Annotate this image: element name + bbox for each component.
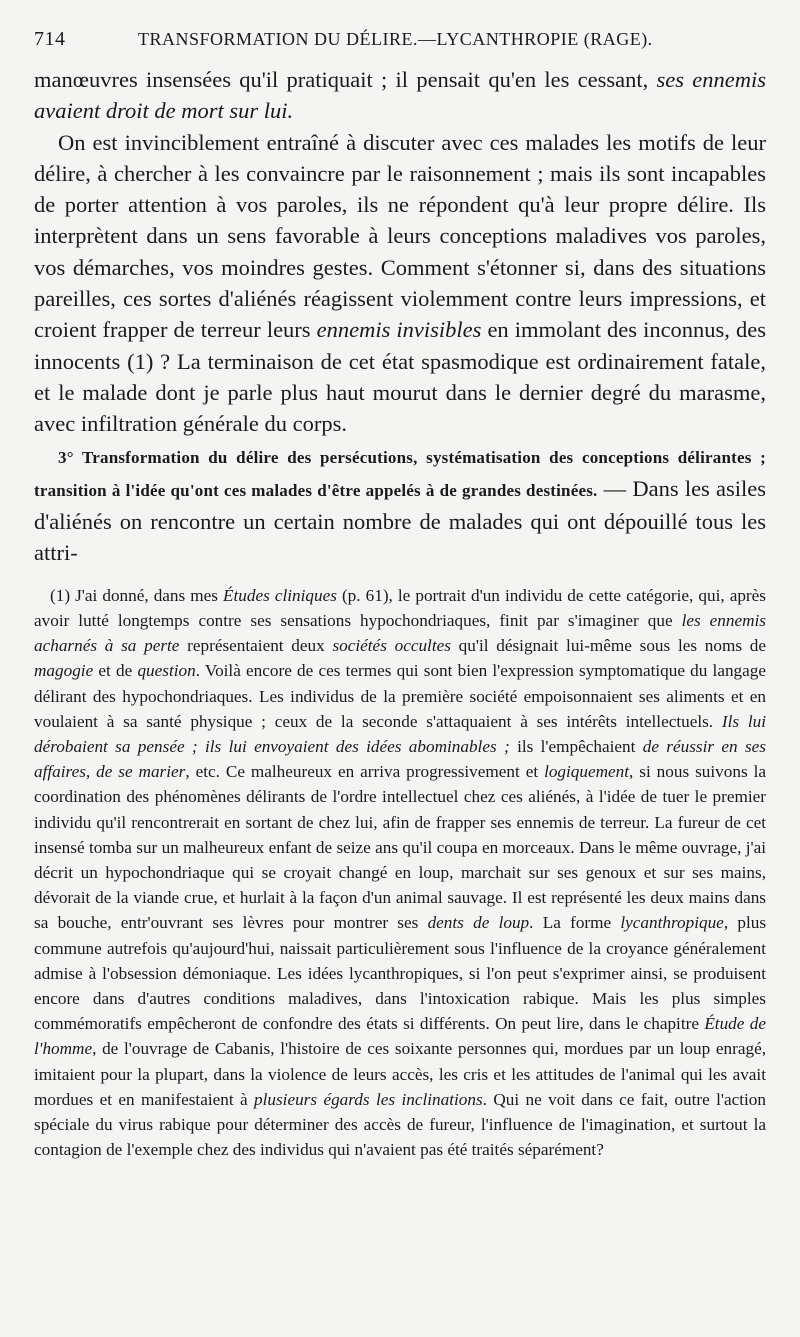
footnote-italic: de réussir en ses affaires, de se marier <box>34 736 766 782</box>
footnote-text: . La forme <box>529 913 621 933</box>
running-title: TRANSFORMATION DU DÉLIRE.—LYCANTHROPIE (RAGE). <box>138 29 653 49</box>
footnote-italic: question <box>137 661 196 681</box>
footnote-text: ils l'empêchaient <box>509 736 643 756</box>
footnote-italic: les ennemis acharnés à sa perte <box>34 610 766 656</box>
footnote-italic: Ils lui dérobaient sa pensée ; ils lui envoyaient des idées abominables ; <box>34 711 766 756</box>
footnote-text: , plus commune autrefois qu'aujourd'hui, naissait particulièrement sous l'influence de la croyance généralement admise à l'obsession démoniaque. Les idées lycanthropiques, si l'on peut s'exprimer ainsi, se produisent encore dans d'autres conditions maladives, dans l'intoxication rabique. Mais les plus simples commémoratifs empêcheront de confondre des états si différents. On peut lire, dans le chapitre <box>34 913 767 1034</box>
footnote-italic: lycanthropique <box>620 913 724 933</box>
text-run: en immolant des inconnus, des innocents (1) ? La terminaison de cet état spasmodique est ordinairement fatale, et le malade dont je parle plus haut mourut dans le dernier degré du marasme, avec infiltration générale du corps. <box>34 317 766 437</box>
footnote <box>34 583 766 1163</box>
footnote-italic: magogie <box>34 661 94 681</box>
text-run: On est invinciblement entraîné à discuter avec ces malades les motifs de leur délire, à chercher à les convaincre par le raisonnement ; mais ils sont incapables de porter attention à vos paroles, ils ne répondent qu'à leur propre délire. Ils interprètent dans un sens favorable à leurs conceptions maladives vos paroles, vos démarches, vos moindres gestes. Comment s'étonner si, dans des situations pareilles, ces sortes d'aliénés réagissent violemment contre leurs impressions, et croient frapper de terreur leurs <box>34 129 766 343</box>
footnote-italic: Étude de l'homme <box>34 1014 766 1059</box>
footnote-italic: Études cliniques <box>223 585 337 605</box>
italic-run: ses ennemis avaient droit de mort sur lui. <box>34 67 766 124</box>
footnote-text: , etc. Ce malheureux en arriva progressivement et <box>185 762 545 782</box>
footnote-italic: plusieurs égards les inclinations <box>254 1089 483 1109</box>
footnote-text: représentaient deux <box>179 636 333 656</box>
footnote-text: , de l'ouvrage de Cabanis, l'histoire de ces soixante personnes qui, mordues par un loup enragé, imitaient pour la plupart, dans la violence de leurs accès, les cris et les attitudes de l'animal qui les avait mordues et en manifestaient à <box>34 1039 766 1109</box>
italic-run: ennemis invisibles <box>316 317 482 343</box>
running-header <box>34 28 766 64</box>
footnote-text: (p. 61), le portrait d'un individu de cette catégorie, qui, après avoir lutté longtemps contre ses sensations hypochondriaques, finit par s'imaginer que <box>34 585 766 630</box>
footnote-text: . Qui ne voit dans ce fait, outre l'action spéciale du virus rabique pour déterminer des accès de fureur, l'influence de l'imagination, et surtout la contagion de l'exemple chez des individus qui n'avaient pas été traités séparément? <box>34 1089 766 1160</box>
footnote-italic: dents de loup <box>427 913 530 933</box>
paragraph-discussion <box>34 127 766 440</box>
text-run: manœuvres insensées qu'il pratiquait ; il pensait qu'en les cessant, <box>34 67 657 92</box>
footnote-text: et de <box>93 661 138 681</box>
paragraph-continuation <box>34 64 766 127</box>
paragraph-section-3 <box>34 440 766 569</box>
footnote-italic: logiquement <box>544 762 630 782</box>
footnote-text: . Voilà encore de ces termes qui sont bien l'expression symptomatique du langage délirant des hypochondriaques. Les individus de la première société empoisonnaient ses aliments et en voulaient à sa santé physique ; ceux de la seconde s'attaquaient à ses intérêts intellectuels. <box>34 661 766 731</box>
main-text <box>34 64 766 569</box>
text-run: — Dans les asiles d'aliénés on rencontre un certain nombre de malades qui ont dépouillé tous les attri- <box>34 475 766 566</box>
page-number: 714 <box>34 28 66 50</box>
footnote-text: (1) J'ai donné, dans mes <box>50 585 224 605</box>
footnote-text: , si nous suivons la coordination des phénomènes délirants de l'ordre intellectuel chez ces aliénés, à l'idée de tuer le premier individu qu'il rencontrerait en sortant de chez lui, afin de frapper ses ennemis de terreur. La fureur de cet insensé tomba sur un malheureux enfant de seize ans qu'il coupa en morceaux. Dans le même ouvrage, j'ai décrit un hypochondriaque qui se croyait changé en loup, marchait sur ses genoux et sur ses mains, dévorait de la viande crue, et hurlait à la façon d'un animal sauvage. Il est représenté les deux mains dans sa bouche, entr'ouvrant ses lèvres pour montrer ses <box>34 762 766 933</box>
footnote-italic: sociétés occultes <box>332 636 451 656</box>
section-heading: 3° Transformation du délire des persécutions, systématisation des conceptions délirantes ; transition à l'idée qu'ont ces malades d'être appelés à de grandes destinées. <box>34 447 766 500</box>
footnote-text: qu'il désignait lui-même sous les noms de <box>450 636 767 656</box>
